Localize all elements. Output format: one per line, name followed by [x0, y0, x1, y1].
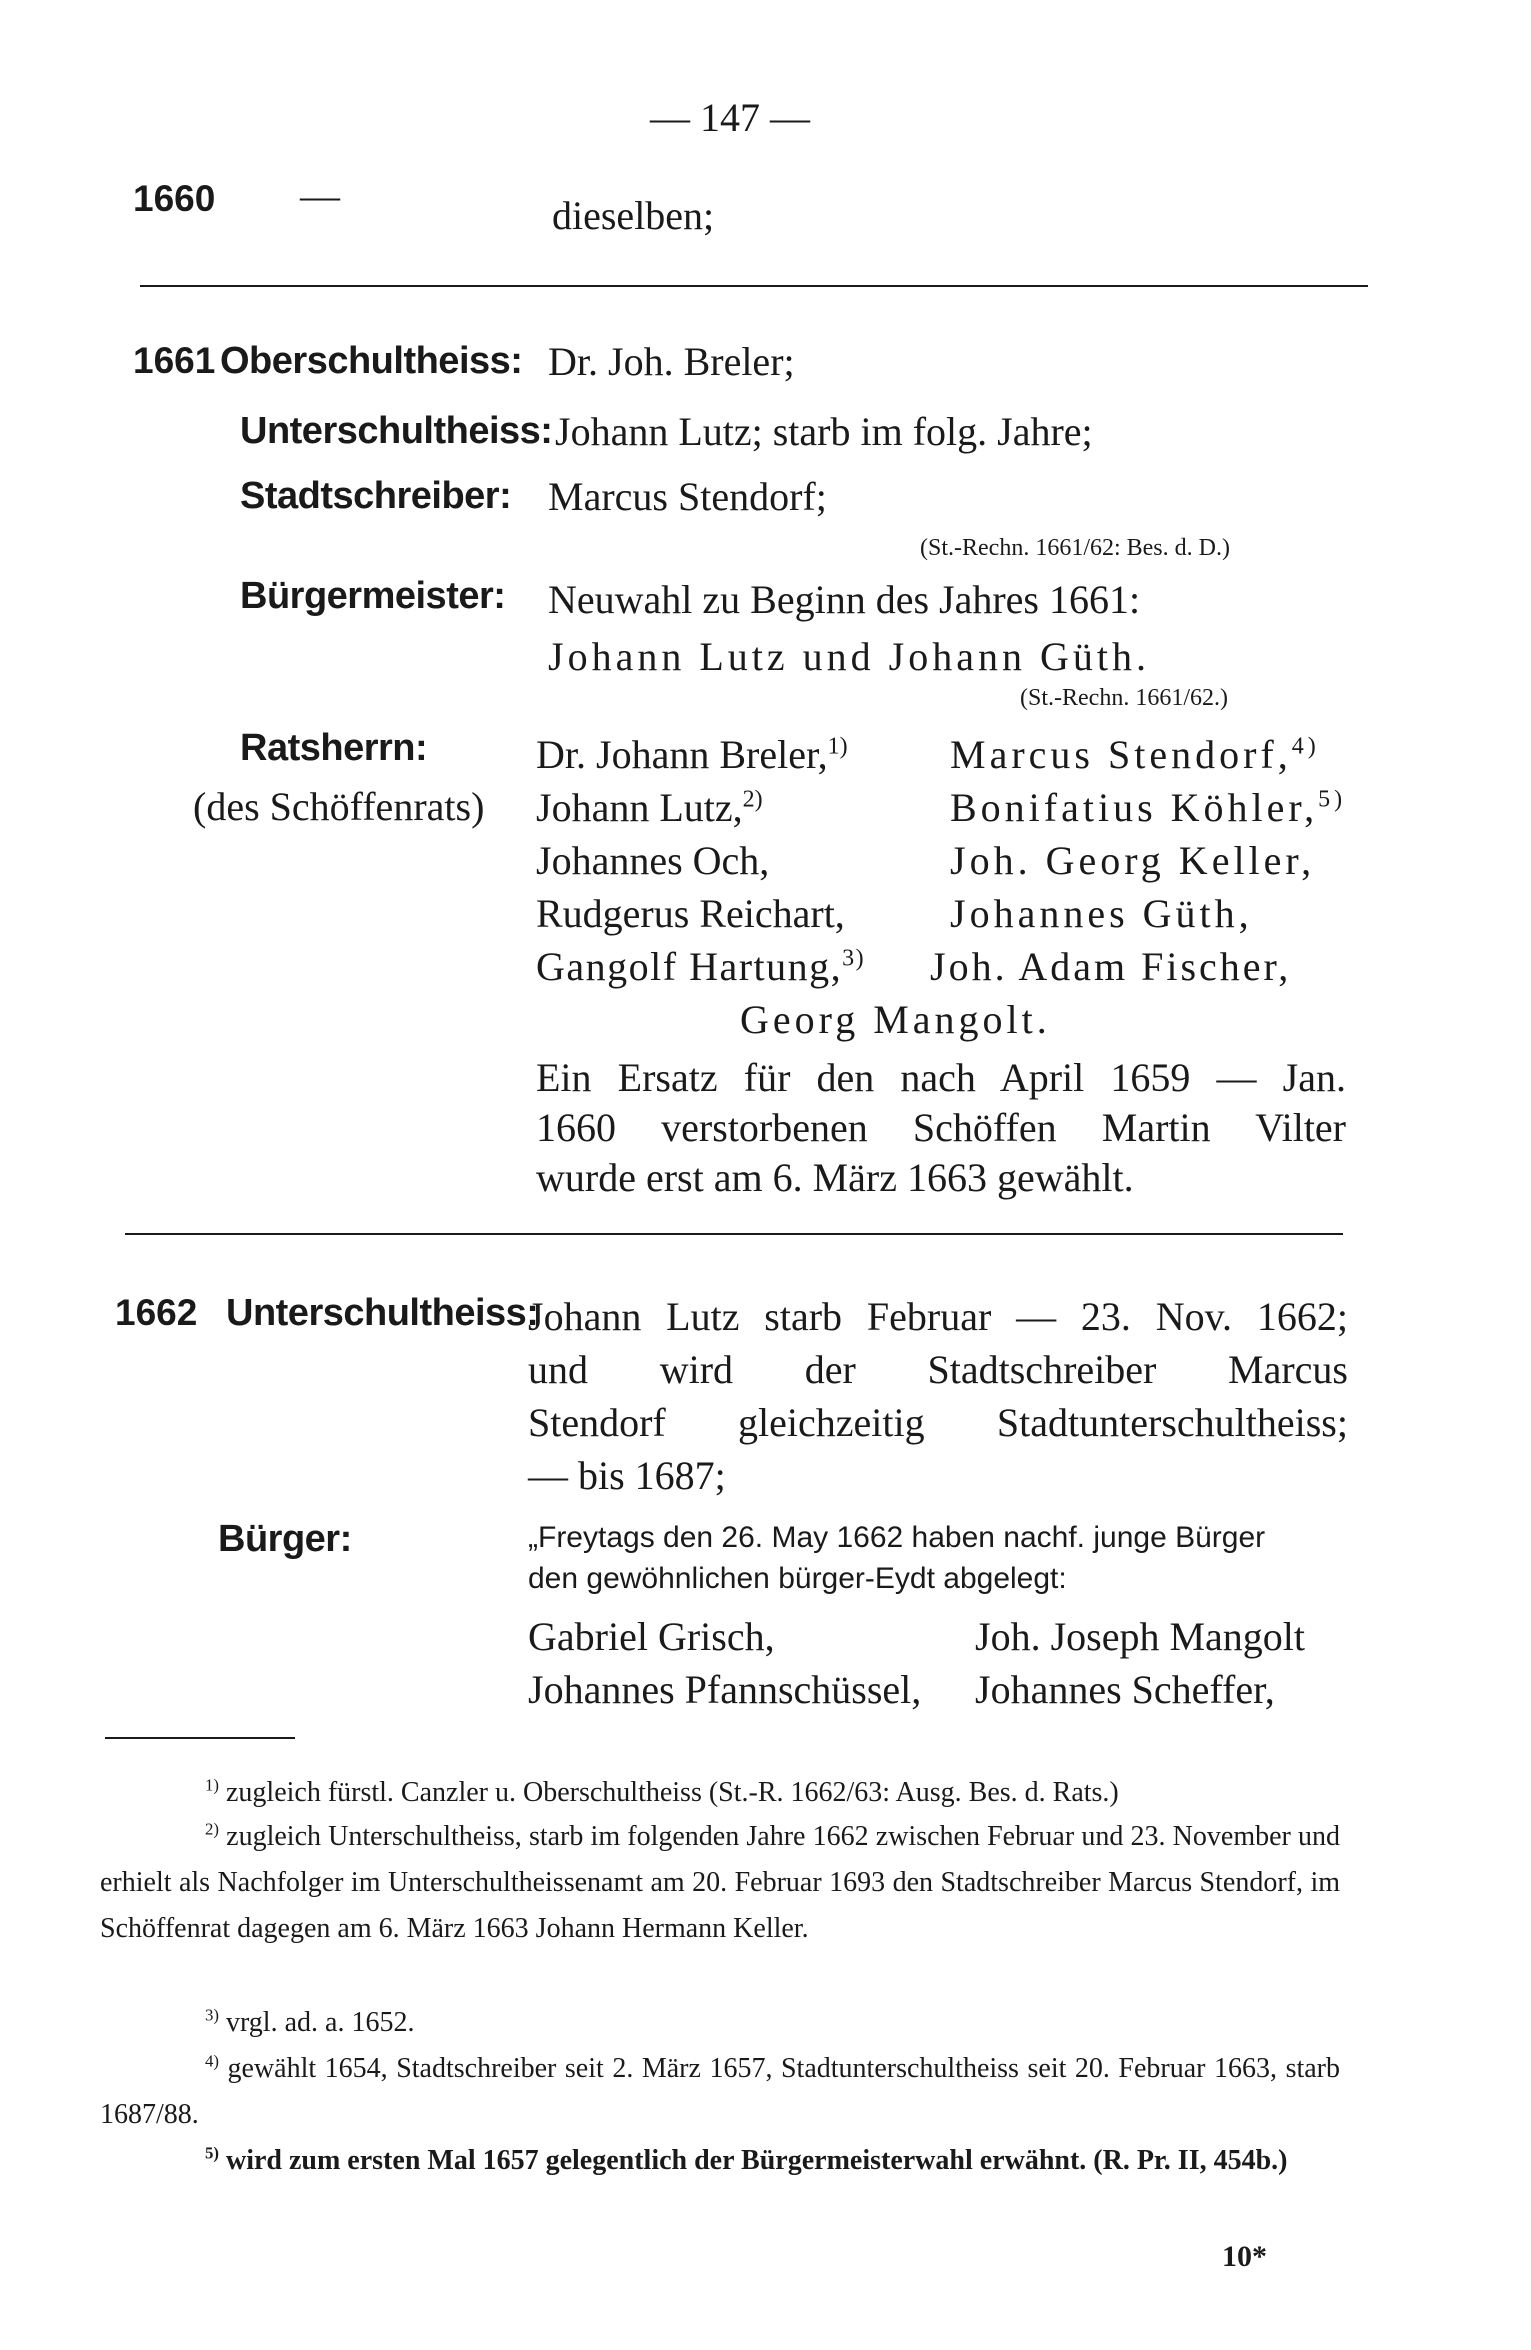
footnote-separator: [105, 1737, 295, 1739]
value-buergermeister-line1: Neuwahl zu Beginn des Jahres 1661:: [548, 577, 1141, 622]
buerger-name: Johannes Pfannschüssel,: [528, 1667, 922, 1712]
source-stadtschreiber: (St.-Rechn. 1661/62: Bes. d. D.): [920, 535, 1230, 561]
unterschultheiss-1662-line: und wird der Stadtschreiber Marcus: [528, 1347, 1348, 1392]
section-divider: [125, 1233, 1343, 1235]
ratsherr-name: Gangolf Hartung,$^{3)}$: [536, 944, 866, 989]
year-1660: 1660: [133, 178, 216, 219]
value-stadtschreiber: Marcus Stendorf;: [548, 474, 827, 519]
ratsherr-name: Johann Lutz,$^{2)}$: [536, 785, 763, 830]
section-divider: [140, 285, 1368, 287]
year-1661: 1661: [133, 340, 216, 381]
ersatz-line: Ein Ersatz für den nach April 1659 — Jan.: [536, 1055, 1346, 1100]
label-oberschultheiss: Oberschultheiss:: [220, 340, 523, 382]
buerger-name: Joh. Joseph Mangolt: [975, 1614, 1305, 1659]
value-unterschultheiss: Johann Lutz; starb im folg. Jahre;: [555, 409, 1093, 454]
source-buergermeister: (St.-Rechn. 1661/62.): [1020, 685, 1228, 711]
ratsherr-name: Bonifatius Köhler,$^{5)}$: [950, 785, 1347, 830]
label-buergermeister: Bürgermeister:: [240, 575, 506, 617]
buerger-name: Gabriel Grisch,: [528, 1614, 775, 1659]
buerger-quote-line: den gewöhnlichen bürger-Eydt abgelegt:: [528, 1562, 1067, 1595]
signature-mark: 10*: [1222, 2240, 1267, 2273]
label-unterschultheiss: Unterschultheiss:: [240, 410, 553, 452]
ersatz-line: wurde erst am 6. März 1663 gewählt.: [536, 1155, 1134, 1200]
footnote: $^{1)}$ zugleich fürstl. Canzler u. Oberschultheiss (St.-R. 1662/63: Ausg. Bes. d. Rats.): [205, 1775, 1119, 1808]
value-oberschultheiss: Dr. Joh. Breler;: [548, 339, 795, 384]
buerger-quote-line: „Freytags den 26. May 1662 haben nachf. junge Bürger: [528, 1521, 1266, 1554]
text-1660: dieselben;: [552, 193, 715, 238]
footnote: $^{4)}$ gewählt 1654, Stadtschreiber seit 2. März 1657, Stadtunterschultheiss seit 20. Februar 1663, starb 1687/88.: [100, 2051, 1340, 2130]
unterschultheiss-1662-line: Johann Lutz starb Februar — 23. Nov. 1662;: [528, 1294, 1348, 1339]
footnote: $^{3)}$ vrgl. ad. a. 1652.: [205, 2005, 415, 2038]
ratsherr-name: Georg Mangolt.: [740, 997, 1051, 1042]
ratsherr-name: Joh. Georg Keller,: [950, 838, 1316, 883]
ersatz-line: 1660 verstorbenen Schöffen Martin Vilter: [536, 1105, 1346, 1150]
unterschultheiss-1662-line: — bis 1687;: [528, 1453, 726, 1498]
label-buerger: Bürger:: [218, 1518, 352, 1560]
label-unterschultheiss-1662: Unterschultheiss:: [226, 1292, 539, 1334]
value-buergermeister-line2: Johann Lutz und Johann Güth.: [548, 634, 1150, 679]
ratsherr-name: Johannes Güth,: [950, 891, 1253, 936]
ratsherr-name: Johannes Och,: [536, 838, 770, 883]
year-1662: 1662: [115, 1292, 198, 1333]
footnote: $^{2)}$ zugleich Unterschultheiss, starb im folgenden Jahre 1662 zwischen Februar und 23. November und erhielt als Nachfolger im Unterschultheissenamt am 20. Februar 1693 den Stadtschreiber Marcus Stendorf, im Schöffenrat dagegen am 6. März 1663 Johann Hermann Keller.: [100, 1819, 1341, 1944]
label-ratsherrn: Ratsherrn:: [240, 727, 428, 769]
ratsherr-name: Marcus Stendorf,$^{4)}$: [950, 732, 1320, 777]
ratsherr-name: Joh. Adam Fischer,: [930, 944, 1292, 989]
ratsherr-name: Rudgerus Reichart,: [536, 891, 845, 936]
page-number: — 147 —: [650, 95, 810, 140]
ratsherr-name: Dr. Johann Breler,$^{1)}$: [536, 732, 848, 777]
footnote: $^{5)}$ wird zum ersten Mal 1657 gelegentlich der Bürgermeisterwahl erwähnt. (R. Pr. II, 454b.): [205, 2143, 1288, 2176]
sublabel-schoeffenrat: (des Schöffenrats): [193, 784, 485, 829]
buerger-name: Johannes Scheffer,: [975, 1667, 1275, 1712]
label-stadtschreiber: Stadtschreiber:: [240, 475, 512, 517]
dash-1660: —: [300, 173, 340, 218]
unterschultheiss-1662-line: Stendorf gleichzeitig Stadtunterschultheiss;: [528, 1400, 1348, 1445]
